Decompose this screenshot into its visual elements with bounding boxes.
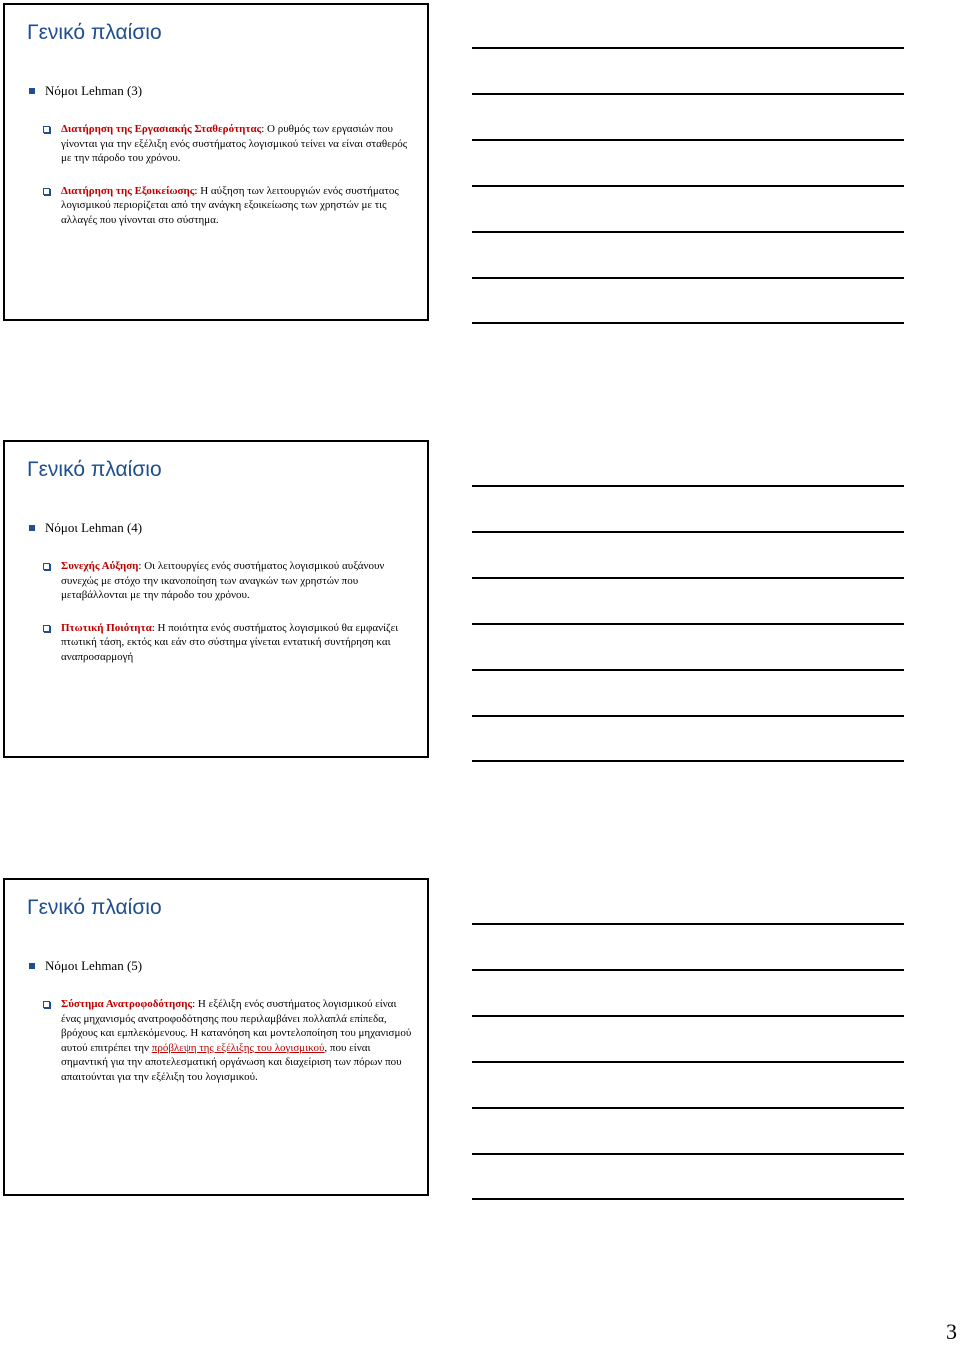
note-line: [472, 322, 904, 324]
definition-continued: , που είναι σημαντική για την αποτελεσματική οργάνωση και διαχείριση των πόρων που απαιτούνται για την εξέλιξη του λογισμικού.: [61, 1041, 402, 1083]
bullet-list: [43, 559, 413, 682]
definition: : Οι λειτουργίες ενός συστήματος λογισμικού αυξάνουν συνεχώς με στόχο την ικανοποίηση των αναγκών των χρηστών που μεταβάλλονται με την πάροδο του χρόνου.: [61, 560, 385, 601]
list-item: [43, 559, 413, 603]
note-line: [472, 531, 904, 533]
note-line: [472, 139, 904, 141]
note-line: [472, 1153, 904, 1155]
box-bullet-icon: [43, 1001, 50, 1008]
note-line: [472, 1198, 904, 1200]
square-bullet-icon: [29, 963, 35, 969]
note-line: [472, 1015, 904, 1017]
box-bullet-icon: [43, 563, 50, 570]
term: Διατήρηση της Εργασιακής Σταθερότητας: [61, 123, 262, 135]
list-item: [43, 997, 413, 1084]
square-bullet-icon: [29, 88, 35, 94]
highlight-text: πρόβλεψη της εξέλιξης του λογισμικού: [151, 1041, 325, 1054]
list-item: [43, 621, 413, 665]
slide-1: [3, 3, 429, 321]
note-line: [472, 47, 904, 49]
list-item: [43, 122, 413, 166]
heading-text: Νόμοι Lehman (5): [45, 958, 143, 973]
slide-heading: [29, 958, 142, 974]
bullet-list: [43, 122, 413, 245]
note-line: [472, 577, 904, 579]
term: Πτωτική Ποιότητα: [61, 621, 152, 634]
square-bullet-icon: [29, 525, 35, 531]
note-line: [472, 1107, 904, 1109]
note-line: [472, 185, 904, 187]
list-item: [43, 184, 413, 228]
definition: : Η ποιότητα ενός συστήματος λογισμικού θα εμφανίζει πτωτική τάση, εκτός και εάν στο σύστημα γίνεται εντατική συντήρηση και αναπροσαρμογή: [61, 621, 399, 663]
term: Σύστημα Ανατροφοδότησης: [61, 998, 193, 1010]
heading-text: Νόμοι Lehman (4): [45, 520, 143, 535]
note-line: [472, 623, 904, 625]
bullet-list: [43, 997, 413, 1102]
note-line: [472, 760, 904, 762]
note-line: [472, 93, 904, 95]
box-bullet-icon: [43, 625, 50, 632]
slide-title: Γενικό πλαίσιο: [27, 21, 162, 44]
slide-title: Γενικό πλαίσιο: [27, 896, 162, 919]
note-line: [472, 715, 904, 717]
note-line: [472, 969, 904, 971]
page-number: 3: [946, 1319, 957, 1344]
slide-heading: [29, 520, 142, 536]
slide-title: Γενικό πλαίσιο: [27, 458, 162, 481]
note-line: [472, 923, 904, 925]
slide-heading: [29, 83, 142, 99]
note-line: [472, 1061, 904, 1063]
term: Συνεχής Αύξηση: [61, 560, 139, 572]
heading-text: Νόμοι Lehman (3): [45, 83, 143, 98]
box-bullet-icon: [43, 188, 50, 195]
note-line: [472, 485, 904, 487]
definition: : Η αύξηση των λειτουργιών ενός συστήματος λογισμικού περιορίζεται από την ανάγκη εξοικείωσης των χρηστών με τις αλλαγές που γίνονται στο σύστημα.: [61, 184, 399, 226]
term: Διατήρηση της Εξοικείωσης: [61, 184, 195, 197]
slide-2: [3, 440, 429, 758]
note-line: [472, 669, 904, 671]
definition: : Η εξέλιξη ενός συστήματος λογισμικού είναι ένας μηχανισμός ανατροφοδότησης που περιλαμβάνει πολλαπλά επίπεδα, βρόχους και εμπλεκόμενους. Η κατανόηση και μοντελοποίηση του μηχανισμού αυτού επιτρέπει την: [61, 998, 412, 1054]
slide-3: [3, 878, 429, 1196]
note-line: [472, 231, 904, 233]
note-line: [472, 277, 904, 279]
definition: : Ο ρυθμός των εργασιών που γίνονται για την εξέλιξη ενός συστήματος λογισμικού τείνει να είναι σταθερός με την πάροδο του χρόνου.: [61, 123, 408, 164]
box-bullet-icon: [43, 126, 50, 133]
